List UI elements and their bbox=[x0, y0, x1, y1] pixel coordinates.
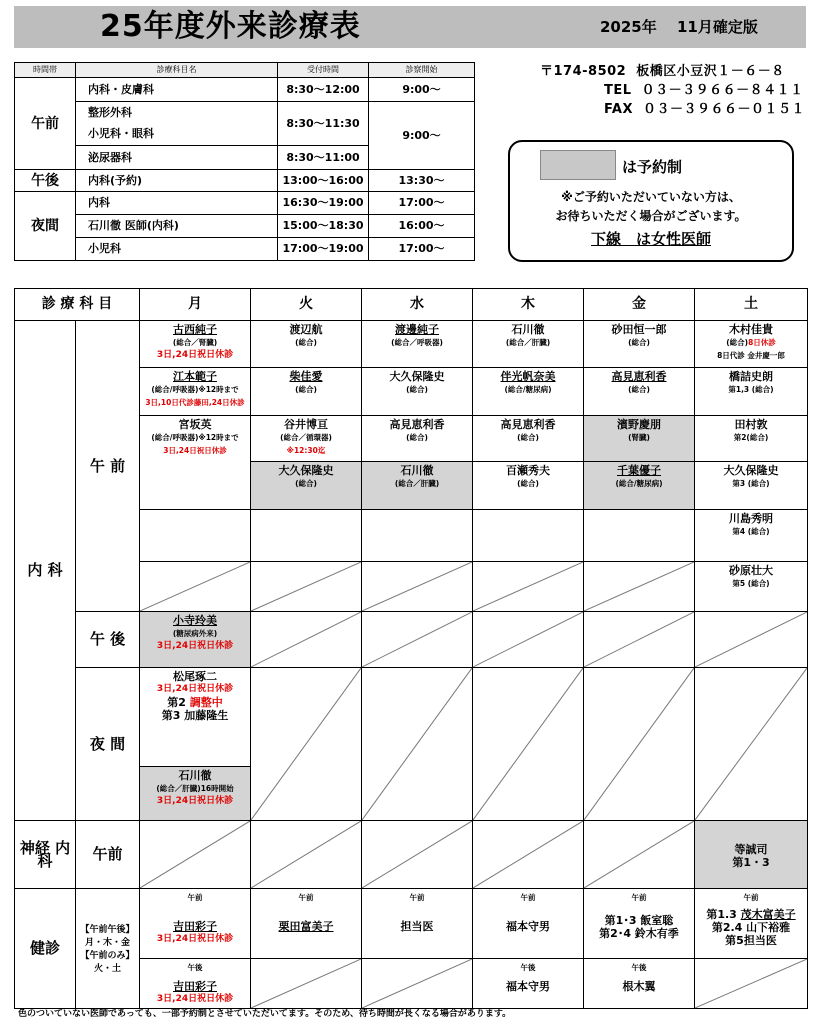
doctor-slot bbox=[473, 321, 584, 368]
note-line: 火・土 bbox=[93, 963, 121, 974]
doctor-slot bbox=[362, 321, 473, 368]
doctor-name: 石川徹 bbox=[400, 464, 434, 477]
closed-diagonal bbox=[362, 821, 472, 888]
specialty: (総合／肝臓) bbox=[394, 479, 440, 488]
rotation-doctor: 第3 加藤隆生 bbox=[161, 709, 229, 722]
closure-note: 3日,24日祝日休診 bbox=[156, 350, 234, 360]
diagonal-line bbox=[140, 821, 250, 888]
diagonal-line bbox=[140, 562, 250, 611]
closed-slot bbox=[362, 612, 473, 668]
doctor-name: 大久保隆史 bbox=[723, 464, 779, 477]
diagonal-line bbox=[362, 668, 472, 820]
doctor-slot bbox=[140, 416, 251, 510]
fax-number: FAX ０３－３９６６－０１５１ bbox=[604, 102, 806, 117]
doctor-name: 千葉優子 bbox=[617, 464, 661, 477]
doctor-slot bbox=[473, 462, 584, 510]
col-header: 受付時間 bbox=[278, 63, 369, 78]
time-label: 午前 bbox=[298, 893, 314, 902]
doctor-name: 橋詰史朗 bbox=[729, 370, 773, 383]
diagonal-line bbox=[584, 821, 694, 888]
diagonal-line bbox=[362, 562, 472, 611]
diagonal-line bbox=[695, 612, 807, 667]
doctor-slot bbox=[584, 321, 695, 368]
day-header: 木 bbox=[473, 289, 584, 321]
closure-note: 3日,10日代診藤田,24日休診 bbox=[145, 398, 245, 407]
start-cell: 17:00～ bbox=[369, 238, 475, 261]
start-cell: 9:00～ bbox=[369, 78, 475, 102]
doctor-name: 松尾琢二 bbox=[173, 670, 217, 683]
closed-diagonal bbox=[251, 668, 361, 820]
doctor-name: 古西純子 bbox=[173, 323, 217, 336]
night-monday bbox=[140, 668, 251, 821]
naika-label: 内 科 bbox=[15, 321, 76, 821]
closed-diagonal bbox=[473, 668, 583, 820]
page-title: 25年度外来診療表 bbox=[100, 9, 361, 44]
dept-cell: 小児科 bbox=[76, 238, 278, 261]
time-label: 午後 bbox=[631, 963, 647, 972]
closed-slot bbox=[695, 612, 808, 668]
closed-slot bbox=[473, 562, 584, 612]
specialty: (総合) bbox=[295, 385, 317, 394]
day-header: 水 bbox=[362, 289, 473, 321]
shinkei-am-label: 午前 bbox=[76, 821, 140, 889]
reservation-warning bbox=[510, 188, 792, 226]
doctor-name: 等誠司 bbox=[734, 842, 768, 856]
doctor-name: 吉田彩子 bbox=[173, 980, 217, 993]
closed-diagonal bbox=[473, 612, 583, 667]
doctor-slot bbox=[251, 321, 362, 368]
doctor-line: 第1･3 飯室聡 bbox=[604, 914, 674, 927]
doctor-name: 砂田恒一郎 bbox=[611, 323, 667, 336]
diagonal-line bbox=[473, 821, 583, 888]
doctor-name: 川島秀明 bbox=[729, 512, 773, 525]
kenshin-label: 健診 bbox=[15, 889, 76, 1009]
closed-diagonal bbox=[362, 562, 472, 611]
doctor-name: 伴光帆奈美 bbox=[500, 370, 556, 383]
closed-slot bbox=[362, 821, 473, 889]
doctor-name: 栗田富美子 bbox=[278, 920, 334, 933]
reception-cell: 13:00～16:00 bbox=[278, 170, 369, 192]
doctor-name: 大久保隆史 bbox=[389, 370, 445, 383]
closed-diagonal bbox=[584, 562, 694, 611]
specialty: (総合) bbox=[517, 433, 539, 442]
note-line: 【午前午後】 bbox=[80, 924, 135, 935]
closure-note: 3日,24日祝日休診 bbox=[156, 684, 234, 694]
diagonal-line bbox=[251, 668, 361, 820]
specialty: (総合/呼吸器)※12時まで bbox=[151, 385, 239, 394]
doctor-slot bbox=[695, 462, 808, 510]
diagonal-line bbox=[584, 562, 694, 611]
empty-slot bbox=[251, 510, 362, 562]
specialty: (総合) bbox=[295, 479, 317, 488]
closed-slot bbox=[251, 612, 362, 668]
closed-diagonal bbox=[584, 668, 694, 820]
pm-label: 午 後 bbox=[76, 612, 140, 668]
closed-slot bbox=[362, 668, 473, 821]
diagonal-line bbox=[362, 821, 472, 888]
dept-cell: 内科・皮膚科 bbox=[76, 78, 278, 102]
doctor-name: 田村敦 bbox=[734, 418, 768, 431]
closed-slot bbox=[140, 562, 251, 612]
doctor-name: 江本範子 bbox=[173, 370, 217, 383]
rotation-label: 第2 bbox=[167, 696, 190, 709]
diagonal-line bbox=[473, 612, 583, 667]
dept-cell: 泌尿器科 bbox=[76, 146, 278, 170]
day-header: 金 bbox=[584, 289, 695, 321]
night-label: 夜 間 bbox=[76, 668, 140, 821]
empty-slot bbox=[584, 510, 695, 562]
band-night: 夜間 bbox=[15, 192, 76, 261]
closed-slot bbox=[362, 959, 473, 1009]
closed-slot bbox=[695, 959, 808, 1009]
doctor-slot bbox=[695, 368, 808, 416]
specialty: (総合/呼吸器)※12時まで bbox=[151, 433, 239, 442]
warning-line: ※ご予約いただいていない方は、 bbox=[561, 190, 741, 204]
time-label: 午前 bbox=[743, 893, 759, 902]
doctor-slot bbox=[695, 821, 808, 889]
doctor-slot bbox=[695, 416, 808, 462]
closed-diagonal bbox=[473, 562, 583, 611]
doctor-slot bbox=[584, 416, 695, 462]
doctor-name: 根木翼 bbox=[622, 980, 656, 993]
closed-diagonal bbox=[695, 668, 807, 820]
doctor-slot bbox=[251, 368, 362, 416]
empty-slot bbox=[362, 510, 473, 562]
closed-slot bbox=[251, 668, 362, 821]
doctor-slot bbox=[362, 416, 473, 462]
specialty: (総合／肝臓)16時開始 bbox=[156, 784, 234, 793]
doctor-name: 木村佳貴 bbox=[729, 323, 773, 336]
diagonal-line bbox=[473, 562, 583, 611]
kenshin-slot bbox=[140, 889, 251, 959]
closed-slot bbox=[584, 562, 695, 612]
kenshin-slot bbox=[584, 959, 695, 1009]
closed-slot bbox=[251, 562, 362, 612]
dept-header: 診 療 科 目 bbox=[15, 289, 140, 321]
doctor-name: 高見恵利香 bbox=[389, 418, 445, 431]
specialty: (総合／呼吸器) bbox=[391, 338, 443, 347]
doctor-name: 高見恵利香 bbox=[611, 370, 667, 383]
closed-slot bbox=[251, 821, 362, 889]
doctor-line: 第2･4 鈴木有季 bbox=[599, 927, 679, 940]
closed-diagonal bbox=[251, 612, 361, 667]
reservation-swatch bbox=[540, 150, 616, 180]
kenshin-slot bbox=[140, 959, 251, 1009]
doctor-slot bbox=[140, 766, 250, 820]
reservation-note: は予約制 bbox=[622, 158, 683, 176]
specialty: 第3 (総合) bbox=[732, 479, 770, 488]
closed-diagonal bbox=[695, 959, 807, 1008]
col-header: 診療科目名 bbox=[76, 63, 278, 78]
closed-slot bbox=[695, 668, 808, 821]
day-header: 月 bbox=[140, 289, 251, 321]
closed-slot bbox=[473, 612, 584, 668]
kenshin-slot bbox=[362, 889, 473, 959]
schedule-table bbox=[14, 288, 808, 1009]
doctor-name: 福本守男 bbox=[506, 980, 550, 993]
doctor-name: 担当医 bbox=[400, 920, 434, 933]
reception-cell: 8:30～12:00 bbox=[278, 78, 369, 102]
diagonal-line bbox=[362, 959, 472, 1008]
doctor-slot bbox=[584, 368, 695, 416]
doctor-line: 第5担当医 bbox=[725, 934, 777, 947]
reception-cell: 16:30～19:00 bbox=[278, 192, 369, 215]
closed-slot bbox=[473, 821, 584, 889]
diagonal-line bbox=[251, 821, 361, 888]
warning-line: お待ちいただく場合がございます。 bbox=[555, 209, 747, 223]
specialty: (総合) bbox=[628, 385, 650, 394]
kenshin-slot bbox=[695, 889, 808, 959]
empty-slot bbox=[140, 510, 251, 562]
specialty: 第1,3 (総合) bbox=[728, 385, 774, 394]
kenshin-note bbox=[76, 889, 140, 1009]
doctor-name: 茂木富美子 bbox=[740, 908, 796, 921]
diagonal-line bbox=[251, 562, 361, 611]
doctor-name: 高見恵利香 bbox=[500, 418, 556, 431]
address-block bbox=[540, 62, 805, 119]
tel-number: TEL ０３－３９６６－８４１１ bbox=[604, 83, 804, 98]
doctor-slot bbox=[695, 562, 808, 612]
specialty: (総合) bbox=[406, 385, 428, 394]
doctor-name: 石川徹 bbox=[178, 769, 212, 782]
substitute-note: 8日代診 金井慶一郎 bbox=[717, 351, 785, 360]
dept-cell: 整形外科 bbox=[76, 102, 278, 124]
kenshin-slot bbox=[473, 959, 584, 1009]
kenshin-slot bbox=[584, 889, 695, 959]
time-label: 午前 bbox=[187, 893, 203, 902]
specialty: 第5 (総合) bbox=[732, 579, 770, 588]
doctor-name: 砂原壮大 bbox=[729, 564, 773, 577]
reception-cell: 8:30～11:00 bbox=[278, 146, 369, 170]
closed-slot bbox=[140, 821, 251, 889]
doctor-name: 渡邊純子 bbox=[395, 323, 439, 336]
specialty: (総合／肝臓) bbox=[505, 338, 551, 347]
female-doctor-note bbox=[510, 228, 792, 249]
doctor-slot bbox=[140, 612, 251, 668]
reception-cell: 17:00～19:00 bbox=[278, 238, 369, 261]
doctor-slot bbox=[473, 368, 584, 416]
doctor-slot bbox=[362, 368, 473, 416]
specialty: (総合) bbox=[628, 338, 650, 347]
closed-diagonal bbox=[362, 959, 472, 1008]
closed-slot bbox=[584, 612, 695, 668]
specialty: (総合/糖尿病) bbox=[504, 385, 552, 394]
closed-diagonal bbox=[251, 821, 361, 888]
closed-diagonal bbox=[140, 562, 250, 611]
start-cell: 9:00～ bbox=[369, 102, 475, 170]
am-label: 午 前 bbox=[76, 321, 140, 612]
diagonal-line bbox=[695, 668, 807, 820]
closed-slot bbox=[584, 821, 695, 889]
dept-cell: 小児科・眼科 bbox=[76, 124, 278, 146]
doctor-name: 小寺玲美 bbox=[173, 614, 217, 627]
doctor-name: 宮坂英 bbox=[178, 418, 212, 431]
closed-diagonal bbox=[584, 612, 694, 667]
doctor-slot bbox=[473, 416, 584, 462]
closed-slot bbox=[473, 668, 584, 821]
time-label: 午後 bbox=[187, 963, 203, 972]
doctor-slot bbox=[140, 368, 251, 416]
day-header: 火 bbox=[251, 289, 362, 321]
closed-diagonal bbox=[140, 821, 250, 888]
doctor-name: 谷井博亘 bbox=[284, 418, 328, 431]
kenshin-slot bbox=[251, 889, 362, 959]
closed-diagonal bbox=[251, 562, 361, 611]
note-line: 【午前のみ】 bbox=[80, 950, 135, 961]
specialty: (総合／循環器) bbox=[280, 433, 332, 442]
closure-note: 3日,24日祝日休診 bbox=[156, 994, 234, 1004]
doctor-slot bbox=[695, 321, 808, 368]
diagonal-line bbox=[695, 959, 807, 1008]
start-cell: 17:00～ bbox=[369, 192, 475, 215]
specialty: (総合／腎臓) bbox=[172, 338, 218, 347]
footer-note: 色のついていない医師であっても、一部予約制とさせていただいてます。そのため、待ち時間が長くなる場合があります。 bbox=[18, 1009, 512, 1019]
start-cell: 13:30～ bbox=[369, 170, 475, 192]
doctor-name: 福本守男 bbox=[506, 920, 550, 933]
time-label: 午前 bbox=[631, 893, 647, 902]
female-doctor-label: 下線 は女性医師 bbox=[590, 230, 711, 248]
closed-diagonal bbox=[251, 959, 361, 1008]
doctor-name: 大久保隆史 bbox=[278, 464, 334, 477]
edition-label: 2025年 11月確定版 bbox=[600, 18, 758, 36]
specialty: (総合) bbox=[406, 433, 428, 442]
closure-note: 3日,24日祝日休診 bbox=[156, 796, 234, 806]
col-header: 時間帯 bbox=[15, 63, 76, 78]
diagonal-line bbox=[584, 668, 694, 820]
specialty: (総合) bbox=[517, 479, 539, 488]
reception-cell: 8:30～11:30 bbox=[278, 102, 369, 146]
closed-diagonal bbox=[695, 612, 807, 667]
closed-diagonal bbox=[362, 668, 472, 820]
specialty: (糖尿病外来) bbox=[172, 629, 218, 638]
legend-box bbox=[508, 140, 794, 262]
closure-note: 3日,24日祝日休診 bbox=[156, 641, 234, 651]
specialty: (総合) bbox=[726, 338, 749, 347]
postal-address: 〒174-8502 板橋区小豆沢１－６－８ bbox=[540, 64, 785, 79]
specialty: (腎臓) bbox=[628, 433, 650, 442]
diagonal-line bbox=[473, 668, 583, 820]
doctor-slot bbox=[695, 510, 808, 562]
closed-diagonal bbox=[584, 821, 694, 888]
diagonal-line bbox=[251, 612, 361, 667]
closed-slot bbox=[251, 959, 362, 1009]
doctor-name: 石川徹 bbox=[511, 323, 545, 336]
dept-cell: 内科(予約) bbox=[76, 170, 278, 192]
closure-note: ※12:30迄 bbox=[286, 446, 326, 455]
adjusting-note: 調整中 bbox=[189, 696, 223, 709]
specialty: (総合) bbox=[295, 338, 317, 347]
dept-cell: 内科 bbox=[76, 192, 278, 215]
time-label: 午後 bbox=[520, 963, 536, 972]
doctor-name: 柴佳愛 bbox=[289, 370, 323, 383]
closure-note: 3日,24日祝日休診 bbox=[156, 934, 234, 944]
doctor-slot bbox=[140, 668, 250, 766]
diagonal-line bbox=[362, 612, 472, 667]
hours-table bbox=[14, 62, 475, 261]
reception-cell: 15:00～18:30 bbox=[278, 215, 369, 238]
doctor-slot bbox=[251, 462, 362, 510]
col-header: 診察開始 bbox=[369, 63, 475, 78]
specialty: 第2(総合) bbox=[733, 433, 769, 442]
time-label: 午前 bbox=[409, 893, 425, 902]
dept-cell: 石川徹 医師(内科) bbox=[76, 215, 278, 238]
closure-note: 3日,24日祝日休診 bbox=[163, 446, 227, 455]
closure-note: 8日休診 bbox=[748, 338, 776, 347]
band-pm: 午後 bbox=[15, 170, 76, 192]
doctor-slot bbox=[584, 462, 695, 510]
note-line: 月・木・金 bbox=[84, 937, 130, 948]
time-label: 午前 bbox=[520, 893, 536, 902]
start-cell: 16:00～ bbox=[369, 215, 475, 238]
closed-slot bbox=[362, 562, 473, 612]
specialty: (総合/糖尿病) bbox=[615, 479, 663, 488]
diagonal-line bbox=[584, 612, 694, 667]
doctor-name: 濱野慶朋 bbox=[617, 418, 661, 431]
doctor-slot bbox=[140, 321, 251, 368]
doctor-line: 第2.4 山下裕雅 bbox=[711, 921, 791, 934]
shinkei-label: 神経 内科 bbox=[15, 821, 76, 889]
specialty: 第4 (総合) bbox=[732, 527, 770, 536]
doctor-slot bbox=[362, 462, 473, 510]
doctor-name: 百瀬秀夫 bbox=[506, 464, 550, 477]
rotation-label: 第1.3 bbox=[706, 908, 741, 921]
doctor-slot bbox=[251, 416, 362, 462]
doctor-name: 吉田彩子 bbox=[173, 920, 217, 933]
kenshin-slot bbox=[473, 889, 584, 959]
day-header: 土 bbox=[695, 289, 808, 321]
doctor-name: 渡辺航 bbox=[289, 323, 323, 336]
rotation-label: 第1・3 bbox=[732, 855, 770, 869]
empty-slot bbox=[473, 510, 584, 562]
closed-diagonal bbox=[473, 821, 583, 888]
closed-slot bbox=[584, 668, 695, 821]
closed-diagonal bbox=[362, 612, 472, 667]
diagonal-line bbox=[251, 959, 361, 1008]
band-am: 午前 bbox=[15, 78, 76, 170]
